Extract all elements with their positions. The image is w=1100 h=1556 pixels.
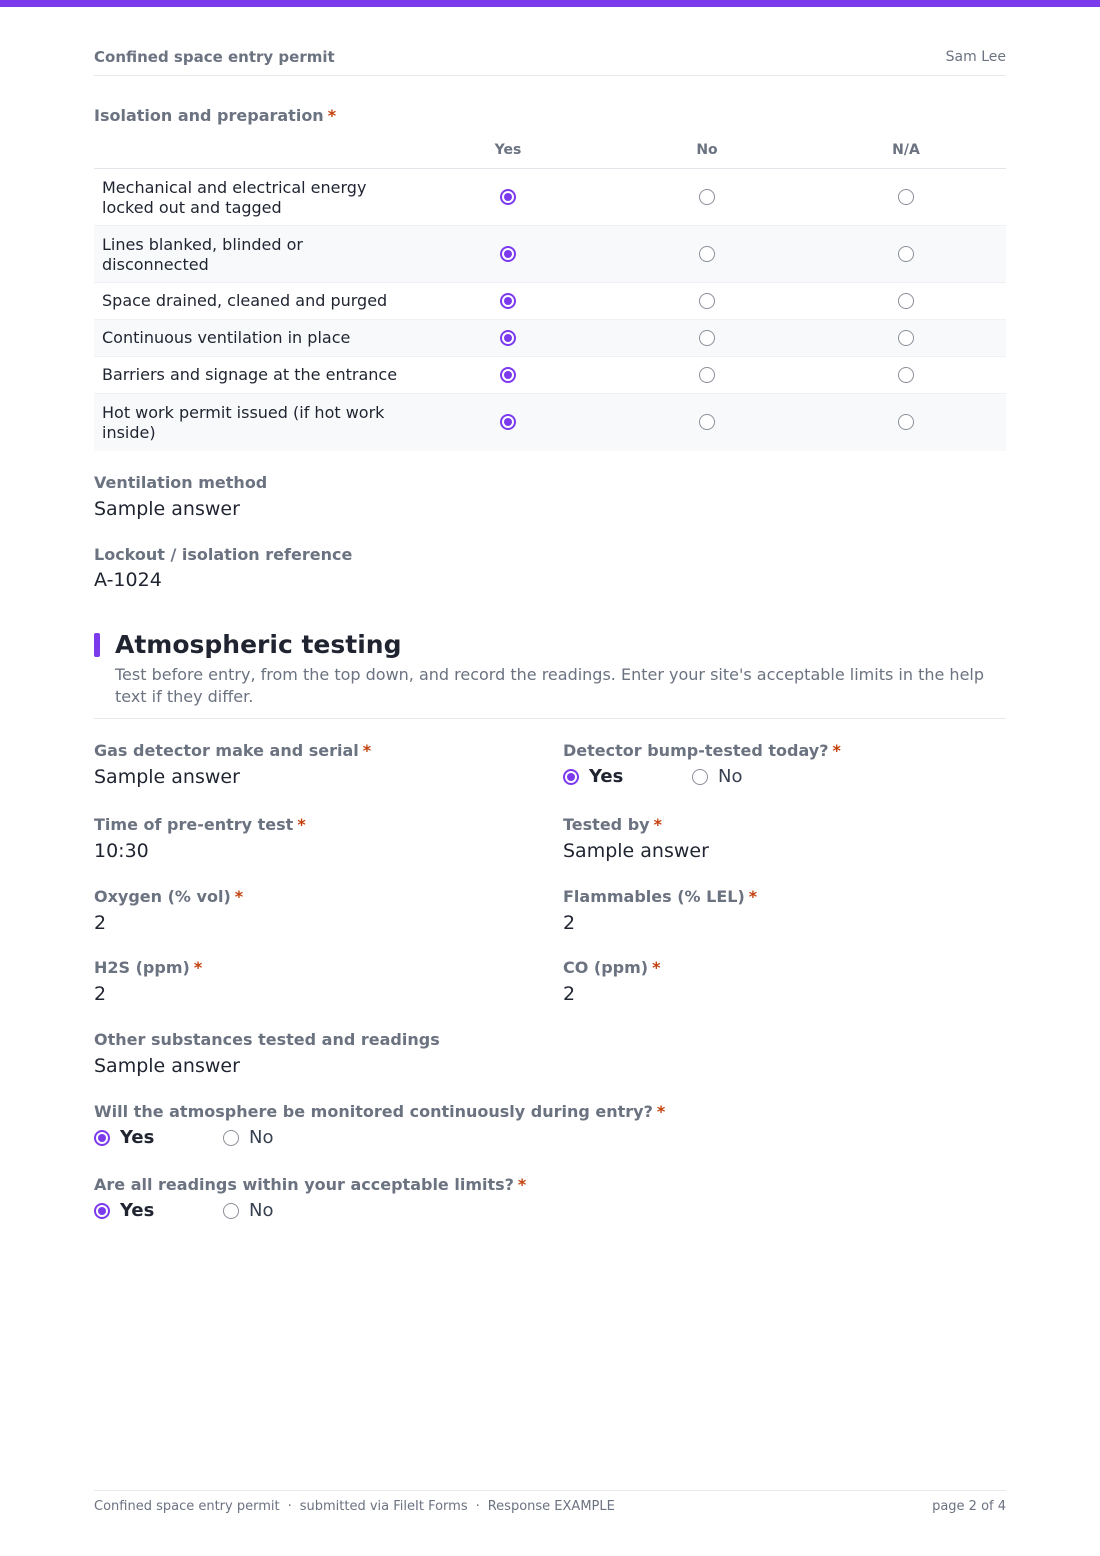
matrix-row xyxy=(94,357,1006,394)
respondent-name: Sam Lee xyxy=(945,49,1006,65)
radio-selected-icon xyxy=(563,769,579,785)
matrix-row xyxy=(94,283,1006,320)
isolation-matrix xyxy=(94,138,1006,451)
matrix-row xyxy=(94,394,1006,451)
radio-selected-icon xyxy=(94,1130,110,1146)
required-marker: * xyxy=(193,958,203,977)
matrix-row xyxy=(94,320,1006,357)
column-na: N/A xyxy=(892,142,920,158)
radio-unselected-icon[interactable] xyxy=(699,330,715,346)
required-marker: * xyxy=(653,815,662,834)
matrix-row-label: Barriers and signage at the entrance xyxy=(102,365,398,384)
required-marker: * xyxy=(652,958,661,977)
co-label: CO (ppm) * xyxy=(563,958,661,977)
accent-top-bar xyxy=(0,0,1100,7)
bump-test-label: Detector bump-tested today? * xyxy=(563,741,841,760)
required-marker: * xyxy=(656,1102,666,1121)
radio-unselected-icon[interactable] xyxy=(898,367,914,383)
matrix-row-label: Mechanical and electrical energy locked out and tagged xyxy=(102,178,367,217)
continuous-monitoring-yes[interactable]: Yes xyxy=(94,1127,174,1149)
radio-unselected-icon[interactable] xyxy=(699,414,715,430)
tested-by-answer: Sample answer xyxy=(563,840,709,862)
page-number: page 2 of 4 xyxy=(932,1499,1006,1514)
radio-selected-icon[interactable] xyxy=(500,246,516,262)
bump-test-no[interactable]: No xyxy=(692,766,762,788)
lockout-answer: A-1024 xyxy=(94,569,162,591)
radio-selected-icon[interactable] xyxy=(500,293,516,309)
radio-selected-icon[interactable] xyxy=(500,330,516,346)
oxygen-answer: 2 xyxy=(94,912,107,934)
radio-selected-icon xyxy=(94,1203,110,1219)
isolation-question-label: Isolation and preparation * xyxy=(94,106,337,125)
required-marker: * xyxy=(297,815,306,834)
radio-unselected-icon[interactable] xyxy=(898,246,914,262)
column-yes: Yes xyxy=(494,142,522,158)
radio-selected-icon[interactable] xyxy=(500,414,516,430)
matrix-row xyxy=(94,169,1006,226)
required-marker: * xyxy=(327,106,337,125)
column-no: No xyxy=(696,142,718,158)
radio-unselected-icon[interactable] xyxy=(699,367,715,383)
ventilation-answer: Sample answer xyxy=(94,498,240,520)
co-answer: 2 xyxy=(563,983,576,1005)
gas-detector-label: Gas detector make and serial * xyxy=(94,741,372,760)
matrix-row-label: Lines blanked, blinded or disconnected xyxy=(102,235,303,274)
section-title: Atmospheric testing xyxy=(115,630,402,659)
radio-unselected-icon xyxy=(223,1130,239,1146)
matrix-row-label: Space drained, cleaned and purged xyxy=(102,291,388,310)
oxygen-label: Oxygen (% vol) * xyxy=(94,887,244,906)
flammables-answer: 2 xyxy=(563,912,576,934)
radio-unselected-icon[interactable] xyxy=(699,189,715,205)
required-marker: * xyxy=(234,887,244,906)
radio-unselected-icon[interactable] xyxy=(898,293,914,309)
radio-selected-icon[interactable] xyxy=(500,367,516,383)
flammables-label: Flammables (% LEL) * xyxy=(563,887,758,906)
matrix-row xyxy=(94,226,1006,283)
section-description: Test before entry, from the top down, and record the readings. Enter your site's acceptable limits in the help text if they differ. xyxy=(115,665,985,706)
footer-info: Confined space entry permit · submitted via FileIt Forms · Response EXAMPLE xyxy=(94,1499,615,1514)
continuous-monitoring-label: Will the atmosphere be monitored continuously during entry? * xyxy=(94,1102,666,1121)
within-limits-yes[interactable]: Yes xyxy=(94,1200,174,1222)
radio-unselected-icon[interactable] xyxy=(898,330,914,346)
lockout-label: Lockout / isolation reference xyxy=(94,545,353,564)
section-accent-bar xyxy=(94,633,100,657)
radio-unselected-icon[interactable] xyxy=(699,293,715,309)
radio-unselected-icon[interactable] xyxy=(898,189,914,205)
continuous-monitoring-no[interactable]: No xyxy=(223,1127,293,1149)
other-substances-answer: Sample answer xyxy=(94,1055,240,1077)
ventilation-label: Ventilation method xyxy=(94,473,268,492)
tested-by-label: Tested by * xyxy=(563,815,662,834)
bump-test-yes[interactable]: Yes xyxy=(563,766,643,788)
required-marker: * xyxy=(362,741,372,760)
matrix-row-label: Hot work permit issued (if hot work inside) xyxy=(102,403,385,442)
page-footer xyxy=(94,1490,1006,1520)
required-marker: * xyxy=(517,1175,527,1194)
h2s-answer: 2 xyxy=(94,983,107,1005)
required-marker: * xyxy=(832,741,841,760)
within-limits-no[interactable]: No xyxy=(223,1200,293,1222)
radio-unselected-icon[interactable] xyxy=(699,246,715,262)
test-time-answer: 10:30 xyxy=(94,840,149,862)
h2s-label: H2S (ppm) * xyxy=(94,958,203,977)
other-substances-label: Other substances tested and readings xyxy=(94,1030,440,1049)
form-title: Confined space entry permit xyxy=(94,48,335,66)
required-marker: * xyxy=(748,887,758,906)
within-limits-label: Are all readings within your acceptable limits? * xyxy=(94,1175,527,1194)
radio-selected-icon[interactable] xyxy=(500,189,516,205)
radio-unselected-icon[interactable] xyxy=(898,414,914,430)
gas-detector-answer: Sample answer xyxy=(94,766,240,788)
section-divider xyxy=(94,718,1006,719)
test-time-label: Time of pre-entry test * xyxy=(94,815,306,834)
matrix-row-label: Continuous ventilation in place xyxy=(102,328,351,347)
radio-unselected-icon xyxy=(223,1203,239,1219)
radio-unselected-icon xyxy=(692,769,708,785)
page-header xyxy=(94,48,1006,76)
matrix-header xyxy=(94,138,1006,169)
